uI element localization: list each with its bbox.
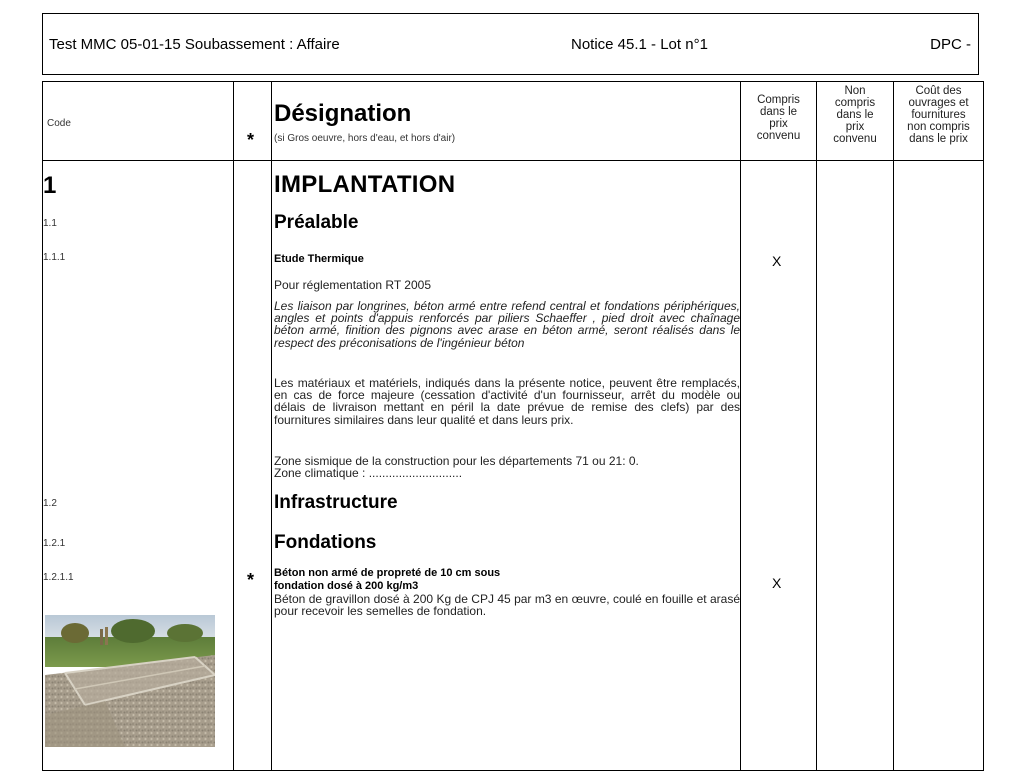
item-paragraph-liaisons: Les liaison par longrines, béton armé entre refend central et fondations périphériques, angles et points d'appuis renforcés par piliers Schaeffer , pied droit avec chaînage béton armé, finition des pignons avec arase en béton armé, seront réalisés dans le respect des préconisations de l'ingénieur béton [274, 299, 740, 350]
col-header-designation: Désignation [274, 100, 412, 127]
foundation-site-photo [45, 615, 215, 747]
item-title-etude-thermique: Etude Thermique [274, 253, 364, 265]
code-1-2-1: 1.2.1 [43, 538, 66, 549]
item-paragraph-materiaux: Les matériaux et matériels, indiqués dans la présente notice, peuvent être remplacés, en cas de force majeure (cessation d'activité d'un fournisseur, arrêt du modèle ou délais de livraison mettant en péril la date prévue de remise des clefs) par des fournitures similaires dans leur qualité et dans leurs prix. [274, 376, 740, 427]
star-1-2-1-1: * [247, 570, 255, 590]
col-divider-designation [740, 82, 741, 770]
col-header-cost: Coût des ouvrages et fournitures non compris dans le prix [907, 85, 970, 145]
col-header-included: Compris dans le prix convenu [756, 94, 801, 142]
code-1-1-1: 1.1.1 [43, 252, 66, 263]
code-1-1: 1.1 [43, 218, 57, 229]
code-1-2: 1.2 [43, 498, 57, 509]
mark-included-1-2-1-1: X [772, 575, 782, 591]
section-title-implantation: IMPLANTATION [274, 171, 456, 198]
code-1-2-1-1: 1.2.1.1 [43, 572, 74, 583]
specification-table [42, 81, 984, 771]
col-header-not-included: Non compris dans le prix convenu [833, 85, 877, 145]
mark-included-1-1-1: X [772, 253, 782, 269]
section-title-fondations: Fondations [274, 532, 377, 553]
col-divider-code [233, 82, 234, 770]
header-row-divider [43, 160, 983, 161]
code-1: 1 [43, 172, 57, 199]
col-divider-included [816, 82, 817, 770]
document-header [42, 13, 979, 75]
item-title-beton-line2: fondation dosé à 200 kg/m3 [274, 580, 419, 592]
section-title-infrastructure: Infrastructure [274, 492, 398, 513]
col-header-code: Code [47, 118, 71, 129]
col-divider-not-included [893, 82, 894, 770]
header-ref: DPC - [930, 36, 971, 53]
item-paragraph-beton: Béton de gravillon dosé à 200 Kg de CPJ 45 par m3 en œuvre, coulé en fouille et arasé pour recevoir les semelles de fondation. [274, 592, 740, 619]
col-divider-star [271, 82, 272, 770]
section-title-prealable: Préalable [274, 212, 359, 233]
item-text-zone-sismique: Zone sismique de la construction pour les départements 71 ou 21: 0. [274, 454, 639, 468]
header-notice: Notice 45.1 - Lot n°1 [571, 36, 708, 53]
item-text-zone-climatique: Zone climatique : ............................ [274, 466, 463, 480]
item-text-rt2005: Pour réglementation RT 2005 [274, 278, 431, 292]
col-header-designation-hint: (si Gros oeuvre, hors d'eau, et hors d'air) [274, 133, 456, 144]
header-project: Test MMC 05-01-15 Soubassement : Affaire [49, 36, 340, 53]
item-title-beton-line1: Béton non armé de propreté de 10 cm sous [274, 567, 501, 579]
col-header-star: * [247, 130, 255, 150]
